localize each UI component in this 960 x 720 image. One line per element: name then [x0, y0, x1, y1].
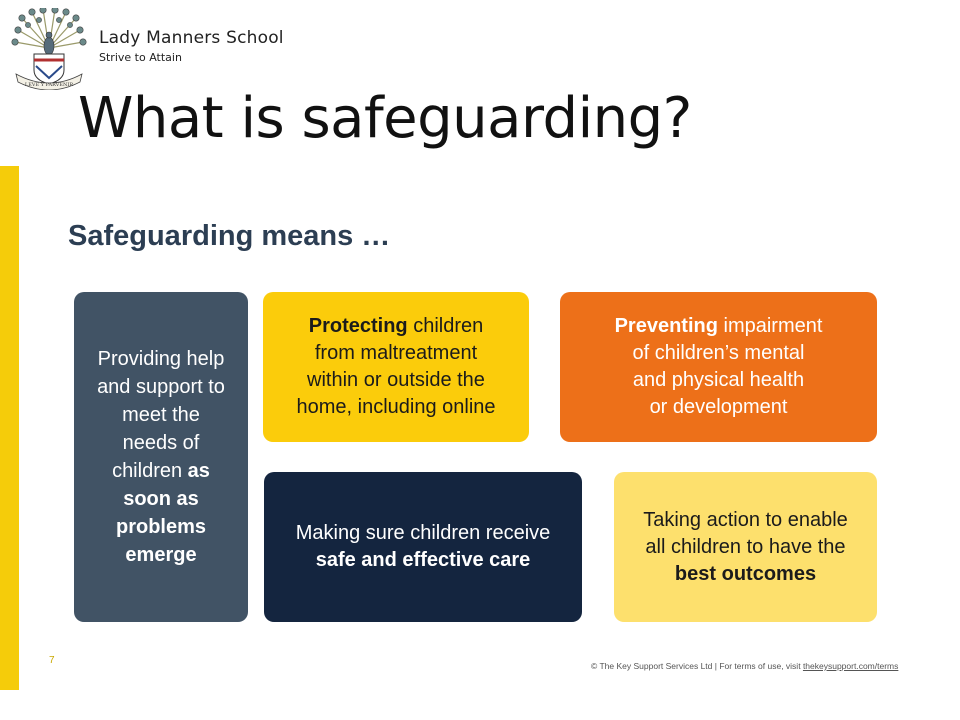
card-taking-action [614, 472, 877, 622]
card-text-run: impairment [717, 315, 823, 337]
school-name: Lady Manners School [99, 28, 284, 48]
card-making-sure [264, 472, 582, 622]
card-text [615, 313, 823, 421]
card-text-run: children [112, 460, 188, 482]
card-text [296, 313, 495, 421]
card-text-bold: safe and effective care [315, 549, 531, 571]
accent-bar [0, 166, 19, 690]
slide-title: What is safeguarding? [78, 86, 692, 151]
card-text-bold: Preventing [614, 315, 718, 337]
card-line [296, 547, 551, 574]
peacock-icon [12, 8, 86, 55]
card-line [643, 507, 848, 534]
card-text-bold: problems [115, 516, 207, 538]
card-line [97, 457, 225, 485]
card-text-run: and physical health [632, 369, 805, 391]
card-text-run: within or outside the [307, 369, 485, 391]
card-text-bold: Protecting [308, 315, 408, 337]
school-crest-logo [10, 8, 88, 90]
card-text-run: meet the [122, 404, 200, 426]
copyright-notice [591, 661, 898, 671]
card-text-bold: emerge [125, 544, 197, 566]
card-protecting [263, 292, 529, 442]
card-line [296, 367, 495, 394]
shield-icon [34, 54, 64, 84]
card-text-run: Taking action to enable [643, 508, 848, 531]
card-line [615, 340, 823, 367]
card-line [97, 373, 225, 401]
card-line [97, 513, 225, 541]
terms-link[interactable]: thekeysupport.com/terms [802, 661, 899, 671]
card-text-run: Making sure children receive [295, 522, 551, 544]
card-text-run: Providing help [97, 348, 225, 370]
copyright-text: © The Key Support Services Ltd | For terms of use, visit [591, 661, 803, 671]
card-line [97, 485, 225, 513]
card-text-bold: soon as [123, 488, 199, 510]
card-line [296, 313, 495, 340]
card-line [615, 367, 823, 394]
card-line [97, 541, 225, 569]
page-number: 7 [49, 655, 55, 666]
card-text [643, 507, 848, 588]
card-text-run: home, including online [296, 396, 496, 418]
card-text-run: children [407, 315, 484, 337]
card-text-run: and support to [97, 376, 225, 398]
card-text-bold: as [187, 460, 210, 482]
subheading: Safeguarding means … [68, 220, 391, 252]
card-line [97, 429, 225, 457]
card-line [296, 340, 495, 367]
card-text [296, 520, 551, 574]
card-line [615, 313, 823, 340]
card-text [97, 345, 225, 569]
card-text-run: of children’s mental [632, 342, 805, 364]
card-line [296, 520, 551, 547]
card-text-run: all children to have the [645, 535, 846, 558]
card-text-run: or development [649, 396, 788, 418]
card-line [97, 345, 225, 373]
card-line [643, 561, 848, 588]
card-line [643, 534, 848, 561]
card-providing-help [74, 292, 248, 622]
school-motto: Strive to Attain [99, 51, 182, 64]
card-line [615, 394, 823, 421]
card-text-run: from maltreatment [314, 342, 478, 364]
card-text-bold: best outcomes [674, 562, 817, 585]
card-line [97, 401, 225, 429]
card-preventing [560, 292, 877, 442]
crest-scroll-text: LEVE Y PARVENIR [24, 82, 74, 88]
card-text-run: needs of [122, 432, 200, 454]
card-line [296, 394, 495, 421]
